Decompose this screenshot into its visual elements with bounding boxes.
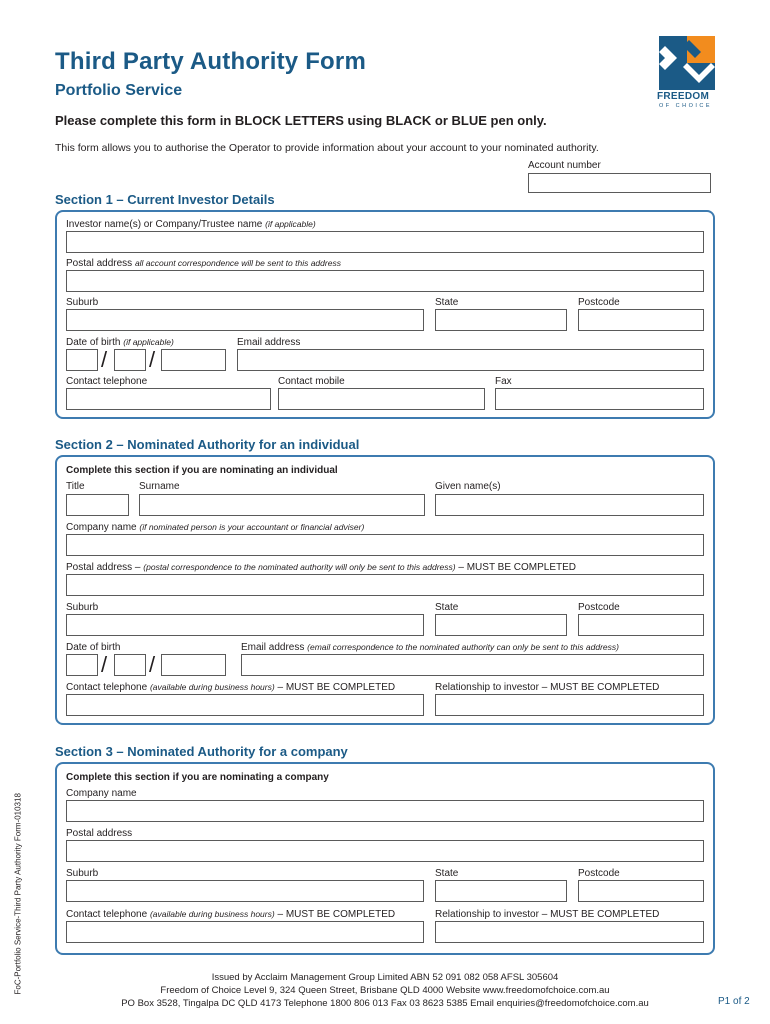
- na-email-label: Email address (email correspondence to the nominated authority can only be sent to this address): [241, 642, 619, 653]
- suburb-field[interactable]: [66, 309, 424, 331]
- na-dob-day-field[interactable]: [66, 654, 98, 676]
- co-telephone-field[interactable]: [66, 921, 424, 943]
- dob-month-field[interactable]: [114, 349, 146, 371]
- state-field[interactable]: [435, 309, 567, 331]
- section-3-lead: Complete this section if you are nominating a company: [66, 772, 329, 783]
- date-separator: /: [101, 652, 108, 677]
- page-subtitle: Portfolio Service: [55, 82, 183, 99]
- co-suburb-label: Suburb: [66, 868, 99, 879]
- co-suburb-field[interactable]: [66, 880, 424, 902]
- account-number-field[interactable]: [528, 173, 711, 193]
- na-dob-month-field[interactable]: [114, 654, 146, 676]
- na-state-field[interactable]: [435, 614, 567, 636]
- date-separator: /: [101, 347, 108, 372]
- email-label: Email address: [237, 337, 301, 348]
- na-suburb-label: Suburb: [66, 602, 99, 613]
- given-names-label: Given name(s): [435, 481, 501, 492]
- telephone-label: Contact telephone: [66, 376, 148, 387]
- na-dob-label: Date of birth: [66, 642, 121, 653]
- form-code: FoC-Portfolio Service-Third Party Authority Form-010318: [13, 793, 23, 995]
- surname-label: Surname: [139, 481, 180, 492]
- title-label: Title: [66, 481, 85, 492]
- na-postal-address-label: Postal address – (postal correspondence to the nominated authority will only be sent to this address) – MUST BE COMPLETED: [66, 562, 577, 573]
- dob-label: Date of birth (if applicable): [66, 337, 174, 348]
- na-postal-address-field[interactable]: [66, 574, 704, 596]
- co-postcode-field[interactable]: [578, 880, 704, 902]
- na-email-field[interactable]: [241, 654, 704, 676]
- na-dob-year-field[interactable]: [161, 654, 226, 676]
- email-field[interactable]: [237, 349, 704, 371]
- postal-address-label: Postal address all account correspondence will be sent to this address: [66, 258, 341, 269]
- footer-issuer: Issued by Acclaim Management Group Limited ABN 52 091 082 058 AFSL 305604: [211, 972, 559, 983]
- fax-label: Fax: [495, 376, 512, 387]
- page-number: P1 of 2: [718, 996, 750, 1007]
- company-name-field[interactable]: [66, 534, 704, 556]
- freedom-of-choice-logo: [655, 36, 717, 110]
- postal-address-field[interactable]: [66, 270, 704, 292]
- surname-field[interactable]: [139, 494, 425, 516]
- na-relationship-label: Relationship to investor – MUST BE COMPLETED: [435, 682, 660, 693]
- telephone-field[interactable]: [66, 388, 271, 410]
- footer-address: Freedom of Choice Level 9, 324 Queen Street, Brisbane QLD 4000 Website www.freedomofchoice.com.au: [160, 985, 610, 996]
- na-state-label: State: [435, 602, 459, 613]
- co-relationship-label: Relationship to investor – MUST BE COMPLETED: [435, 909, 660, 920]
- co-relationship-field[interactable]: [435, 921, 704, 943]
- account-number-label: Account number: [528, 160, 601, 171]
- fax-field[interactable]: [495, 388, 704, 410]
- section-2-title: Section 2 – Nominated Authority for an individual: [55, 437, 360, 452]
- na-postcode-label: Postcode: [578, 602, 620, 613]
- na-relationship-field[interactable]: [435, 694, 704, 716]
- page-title: Third Party Authority Form: [55, 48, 366, 75]
- section-2-lead: Complete this section if you are nominating an individual: [66, 465, 338, 476]
- intro-text: This form allows you to authorise the Operator to provide information about your account to your nominated authority.: [55, 142, 599, 154]
- state-label: State: [435, 297, 459, 308]
- co-company-name-label: Company name: [66, 788, 137, 799]
- dob-day-field[interactable]: [66, 349, 98, 371]
- given-names-field[interactable]: [435, 494, 704, 516]
- co-postal-address-field[interactable]: [66, 840, 704, 862]
- section-1-title: Section 1 – Current Investor Details: [55, 192, 275, 207]
- na-telephone-label: Contact telephone (available during business hours) – MUST BE COMPLETED: [66, 682, 396, 693]
- footer-contact: PO Box 3528, Tingalpa DC QLD 4173 Telephone 1800 806 013 Fax 03 8623 5385 Email enquiries@freedomofchoice.com.au: [121, 998, 649, 1009]
- section-3-title: Section 3 – Nominated Authority for a company: [55, 744, 348, 759]
- instruction-text: Please complete this form in BLOCK LETTERS using BLACK or BLUE pen only.: [55, 113, 547, 128]
- co-telephone-label: Contact telephone (available during business hours) – MUST BE COMPLETED: [66, 909, 396, 920]
- company-name-label: Company name (if nominated person is your accountant or financial adviser): [66, 522, 365, 533]
- co-postcode-label: Postcode: [578, 868, 620, 879]
- title-field[interactable]: [66, 494, 129, 516]
- co-state-label: State: [435, 868, 459, 879]
- na-postcode-field[interactable]: [578, 614, 704, 636]
- investor-name-label: Investor name(s) or Company/Trustee name (if applicable): [66, 219, 316, 230]
- co-state-field[interactable]: [435, 880, 567, 902]
- logo-name: FREEDOM: [657, 91, 710, 102]
- date-separator: /: [149, 347, 156, 372]
- logo-mark-icon: [659, 36, 715, 90]
- suburb-label: Suburb: [66, 297, 99, 308]
- co-postal-address-label: Postal address: [66, 828, 133, 839]
- postcode-field[interactable]: [578, 309, 704, 331]
- investor-name-field[interactable]: [66, 231, 704, 253]
- na-suburb-field[interactable]: [66, 614, 424, 636]
- logo-tagline: OF CHOICE: [659, 103, 713, 109]
- postcode-label: Postcode: [578, 297, 620, 308]
- dob-year-field[interactable]: [161, 349, 226, 371]
- date-separator: /: [149, 652, 156, 677]
- mobile-label: Contact mobile: [278, 376, 345, 387]
- mobile-field[interactable]: [278, 388, 485, 410]
- co-company-name-field[interactable]: [66, 800, 704, 822]
- na-telephone-field[interactable]: [66, 694, 424, 716]
